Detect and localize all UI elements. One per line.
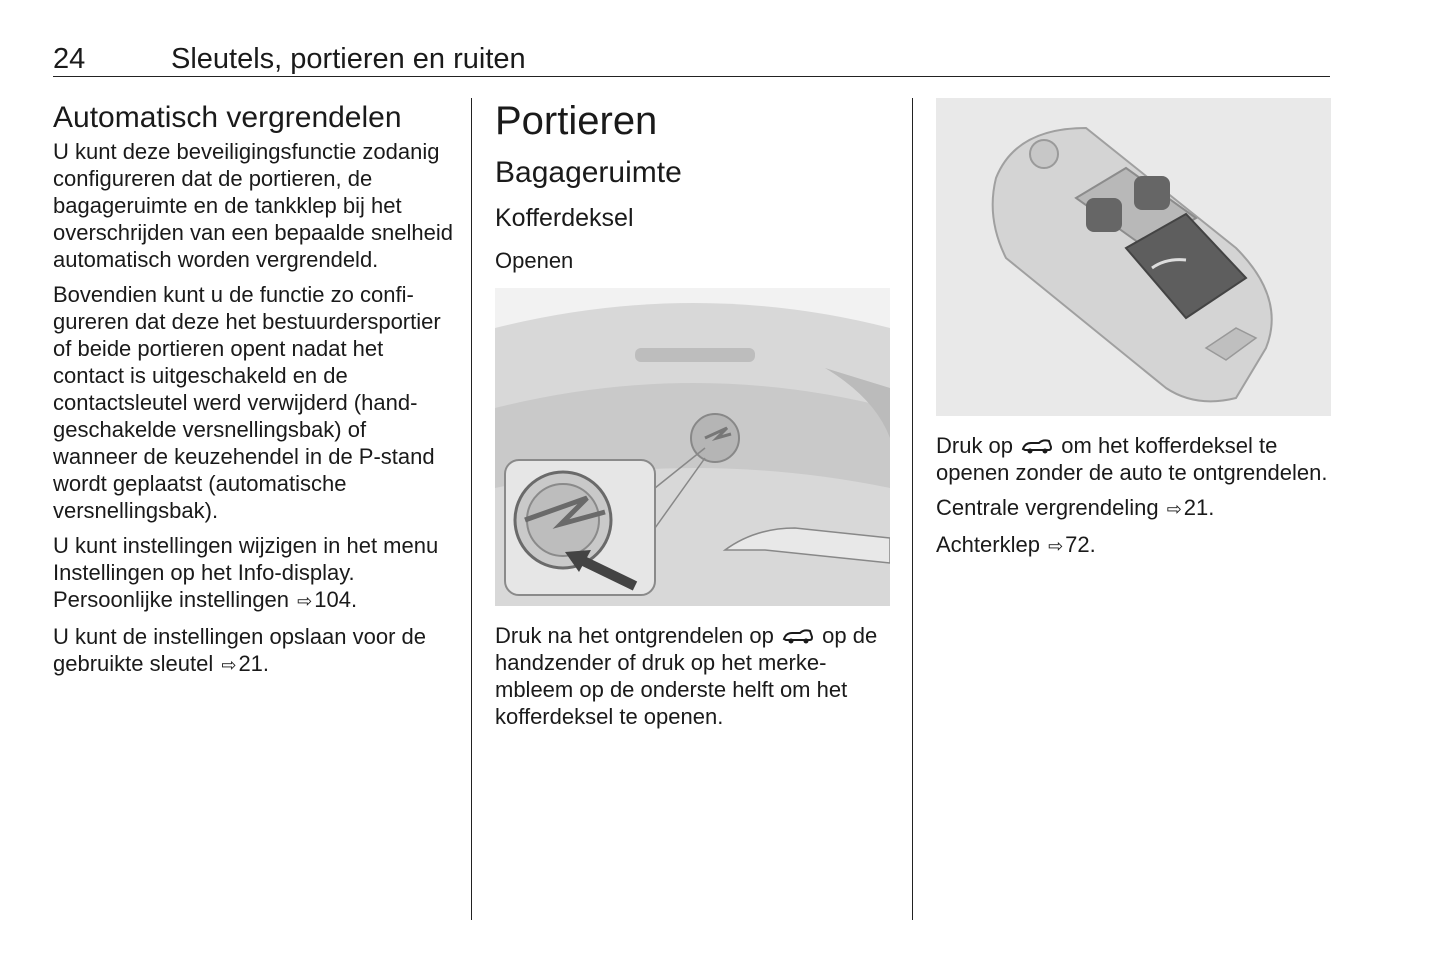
section-heading-doors: Portieren (495, 99, 658, 143)
page-reference[interactable]: 72. (1065, 532, 1096, 557)
paragraph (936, 494, 1331, 523)
subheading-trunk-lid: Kofferdeksel (495, 204, 634, 232)
xref-arrow-icon: ⇨ (1048, 536, 1064, 556)
paragraph-text: op de handzender of druk op het merkembleem op de onderste helft om het kofferdeksel te openen. (495, 623, 878, 729)
column-auto-lock (53, 98, 453, 687)
paragraph (53, 623, 453, 679)
paragraph: U kunt deze beveiligingsfunctie zodanig configureren dat de portieren, de bagageruimte en de tankklep bij het overschrijden van een bepaalde snelheid automatisch worden vergrendeld. (53, 139, 453, 272)
trunk-emblem-illustration (495, 288, 890, 606)
paragraph-text: Achterklep (936, 532, 1040, 557)
xref-arrow-icon: ⇨ (297, 591, 313, 611)
car-trunk-icon (782, 627, 814, 645)
paragraph-text: U kunt de instellingen opslaan voor de gebruikte sleutel (53, 624, 427, 676)
column-divider (471, 98, 472, 920)
column-remote (936, 98, 1331, 568)
section-heading-auto-lock: Automatisch vergrendelen (53, 101, 402, 134)
subheading-luggage: Bagageruimte (495, 156, 682, 189)
xref-arrow-icon: ⇨ (221, 655, 237, 675)
paragraph-text: Druk na het ontgrendelen op (495, 623, 774, 648)
paragraph-text: U kunt instellingen wijzigen in het menu Instellingen op het Info-display. Persoonlijke instellingen (53, 533, 439, 612)
xref-arrow-icon: ⇨ (1166, 499, 1182, 519)
chapter-title: Sleutels, portieren en ruiten (171, 43, 526, 75)
paragraph (936, 432, 1331, 486)
column-doors (495, 98, 890, 738)
paragraph: Bovendien kunt u de functie zo configureren dat deze het bestuurdersportier of beide portieren opent nadat het contact is uitgeschakeld en de contactsleutel werd verwijderd (handgeschakelde versnellingsbak) of wanneer de keuzehendel in de P-stand wordt geplaatst (automatische versnellingsbak). (53, 282, 441, 523)
page-reference[interactable]: 21. (238, 651, 270, 676)
paragraph (495, 622, 890, 730)
paragraph-text: Druk op (936, 433, 1014, 458)
paragraph-text: Centrale vergrendeling (936, 495, 1159, 520)
remote-key-illustration (936, 98, 1331, 416)
page-header (53, 42, 1330, 77)
subheading-open: Openen (495, 248, 574, 273)
page-reference[interactable]: 104. (314, 587, 358, 612)
paragraph (936, 531, 1331, 560)
paragraph (53, 532, 453, 615)
paragraph-text: om het kofferdeksel te openen zonder de auto te ontgrendelen. (936, 433, 1328, 485)
column-divider (912, 98, 913, 920)
page-number: 24 (53, 43, 86, 75)
car-trunk-icon (1021, 437, 1053, 455)
page-reference[interactable]: 21. (1183, 495, 1215, 520)
